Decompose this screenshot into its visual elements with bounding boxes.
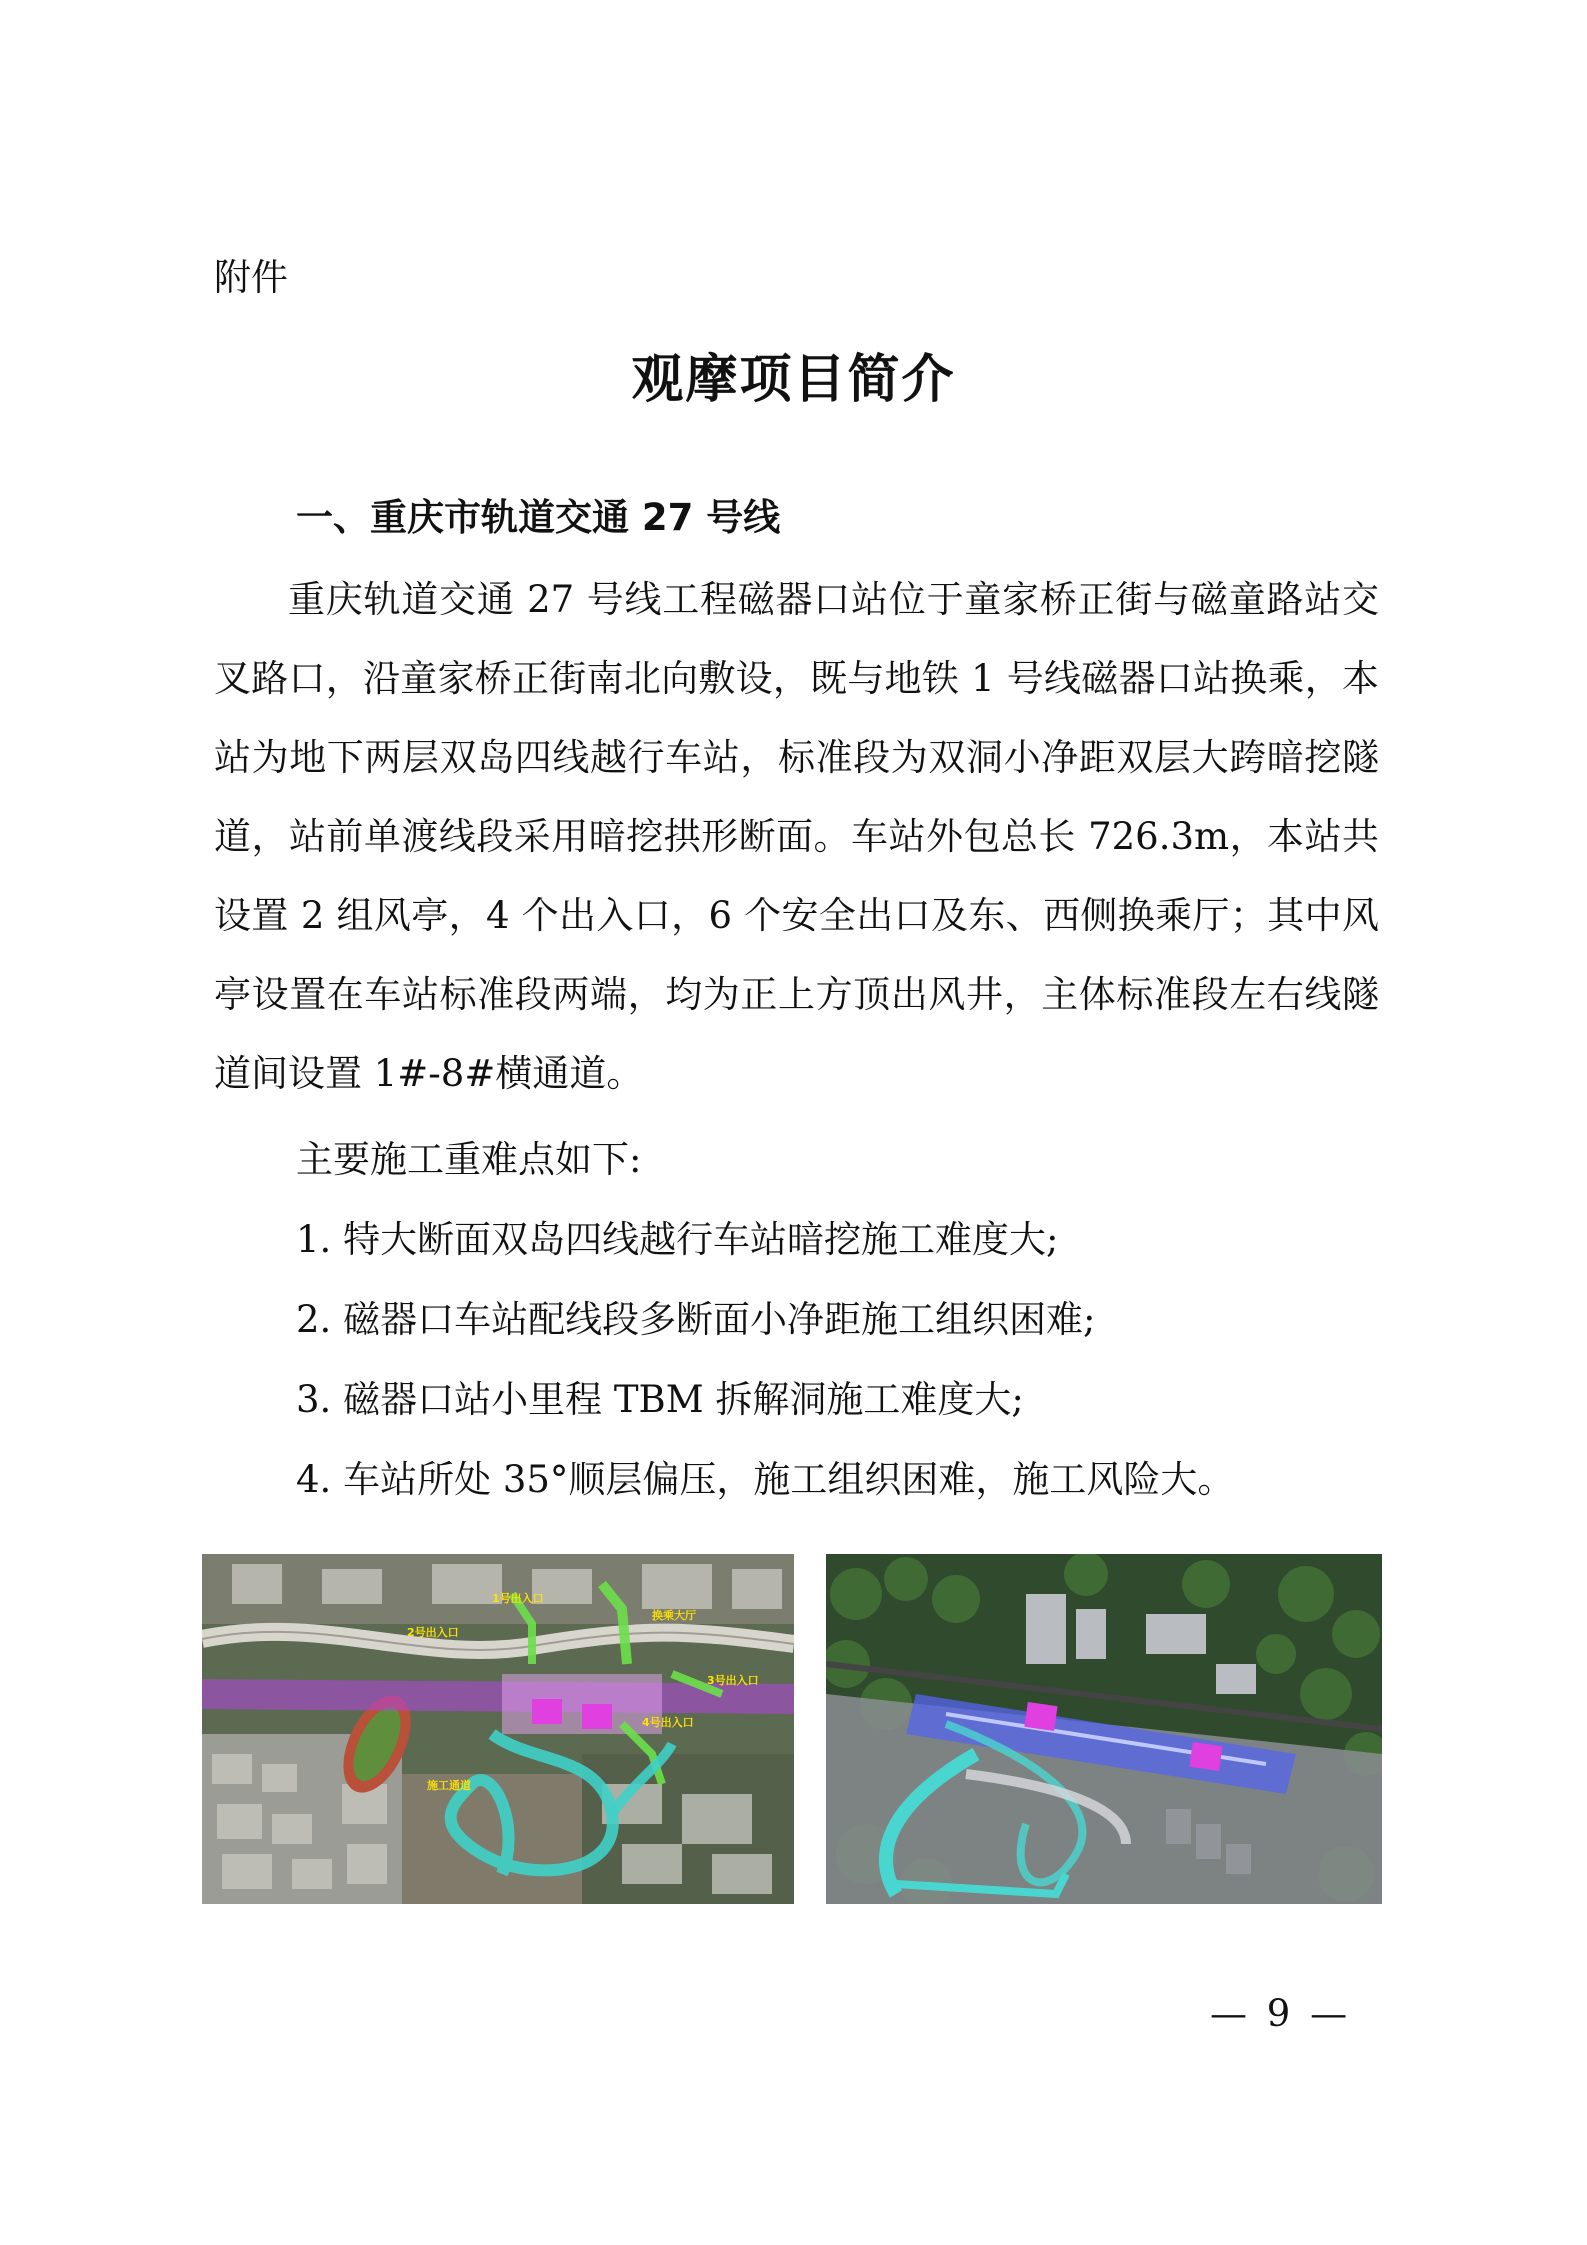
section-heading: 一、重庆市轨道交通 27 号线 bbox=[296, 496, 781, 539]
aerial-label-exit-3: 3号出入口 bbox=[707, 1674, 759, 1687]
aerial-label-exit-1: 1号出入口 bbox=[492, 1592, 544, 1605]
body-paragraph: 重庆轨道交通 27 号线工程磁器口站位于童家桥正街与磁童路站交叉路口，沿童家桥正街南北向敷设，既与地铁 1 号线磁器口站换乘，本站为地下两层双岛四线越行车站，标准段为双洞小净距双层大跨暗挖隧道，站前单渡线段采用暗挖拱形断面。车站外包总长 726.3m，本站共设置 2 组风亭，4 个出入口，6 个安全出口及东、西侧换乘厅；其中风亭设置在车站标准段两端，均为正上方顶出风井，主体标准段左右线隧道间设置 1#-8#横通道。 bbox=[214, 578, 1379, 1095]
difficulty-item: 2. 磁器口车站配线段多断面小净距施工组织困难; bbox=[296, 1298, 1096, 1341]
aerial-label-exit-2: 2号出入口 bbox=[407, 1626, 459, 1639]
difficulties-intro: 主要施工重难点如下: bbox=[296, 1138, 642, 1181]
aerial-label-transfer-hall: 换乘大厅 bbox=[652, 1609, 696, 1622]
difficulty-item: 3. 磁器口站小里程 TBM 拆解洞施工难度大; bbox=[296, 1378, 1024, 1421]
aerial-site-photo bbox=[202, 1554, 794, 1904]
aerial-site-svg bbox=[202, 1554, 794, 1904]
page-title: 观摩项目简介 bbox=[631, 350, 956, 410]
difficulty-list bbox=[296, 1200, 1234, 1520]
attachment-label: 附件 bbox=[214, 256, 288, 299]
station-render-svg bbox=[826, 1554, 1382, 1904]
difficulty-item: 1. 特大断面双岛四线越行车站暗挖施工难度大; bbox=[296, 1218, 1059, 1261]
aerial-label-construction-passage: 施工通道 bbox=[427, 1779, 471, 1792]
station-render-photo bbox=[826, 1554, 1382, 1904]
page-number: — 9 — bbox=[1210, 1992, 1352, 2035]
difficulty-item: 4. 车站所处 35°顺层偏压，施工组织困难，施工风险大。 bbox=[296, 1458, 1235, 1501]
aerial-label-exit-4: 4号出入口 bbox=[642, 1716, 694, 1729]
